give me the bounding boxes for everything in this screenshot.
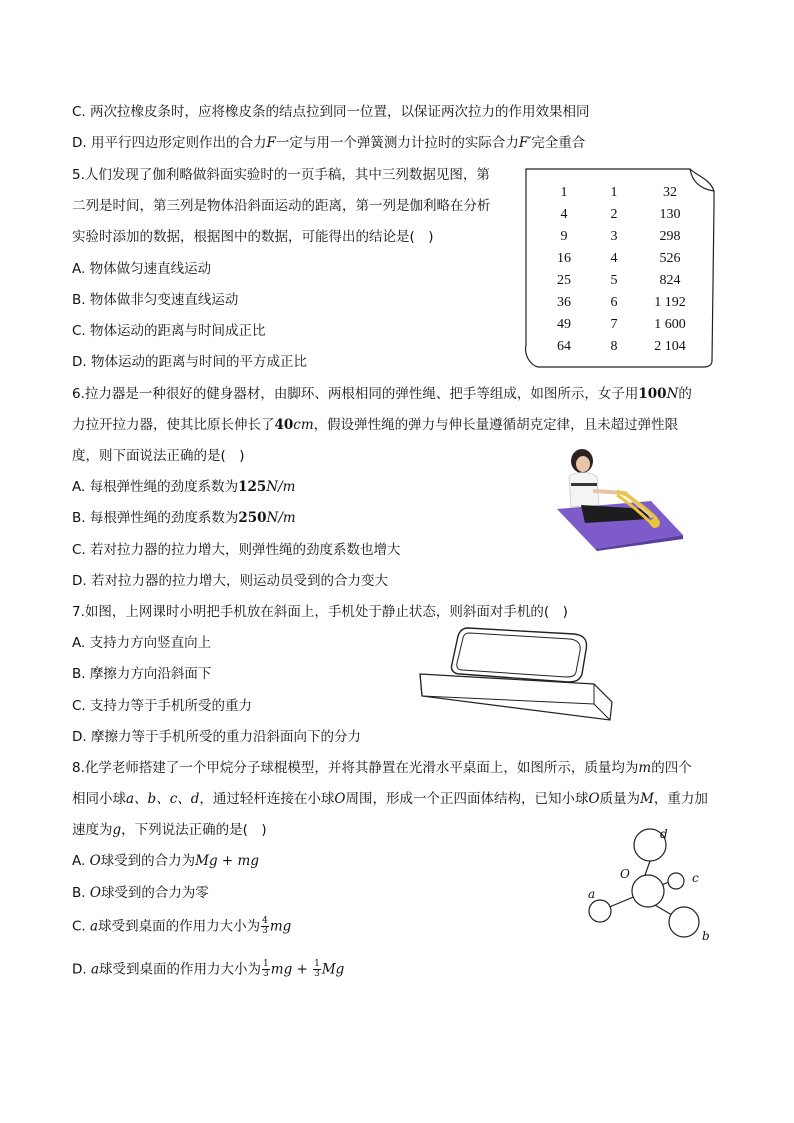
ball-c [668,873,684,889]
woman-exercise-image [555,447,685,552]
table-cell: 8 [610,339,618,354]
symbol-O: O [588,791,600,807]
symbol-m: m [638,760,652,776]
q7-option-b: B. 摩擦力方向沿斜面下 [72,666,212,682]
symbol-a: a [90,918,99,935]
text: 一定与用一个弹簧测力计拉时的实际合力 [275,135,519,151]
text: 球受到的合力为 [100,853,196,869]
ball-o [632,875,664,907]
q5-stem-2: 二列是时间，第三列是物体沿斜面运动的距离，第一列是伽利略在分析 [72,198,491,214]
value: 40 [274,417,294,433]
galileo-manuscript-figure [520,165,720,370]
label-a: a [588,887,596,901]
q8-option-b [72,884,209,902]
table-cell: 1 [610,185,618,200]
fraction [313,960,321,979]
q5-option-d: D. 物体运动的距离与时间的平方成正比 [72,354,307,370]
phone-on-incline-figure [418,624,613,724]
symbol-O: O [89,853,101,869]
formula: mg + [270,961,308,978]
q6-option-b [72,509,296,527]
symbol-M: M [640,791,654,807]
label-b: b [702,929,710,943]
table-cell: 2 [610,207,618,222]
option-d-prev [72,134,585,152]
text: 质量为 [599,791,641,807]
table-cell: 2 104 [654,339,686,354]
q5-option-b: B. 物体做非匀变速直线运动 [72,292,239,308]
text: A. 每根弹性绳的劲度系数为 [72,479,239,495]
table-cell: 5 [610,273,618,288]
text: 6.拉力器是一种很好的健身器材，由脚环、两根相同的弹性绳、把手等组成，如图所示，女子用 [72,386,639,402]
table-cell: 25 [557,273,571,288]
symbol-O: O [89,885,101,901]
numerator: 1 [314,959,320,969]
unit: N/m [266,479,296,495]
table-cell: 1 192 [654,295,686,310]
table-cell: 4 [560,207,568,222]
denominator: 3 [262,926,268,936]
text: ，假设弹性绳的弹力与伸长量遵循胡克定律，且未超过弹性限 [313,417,679,433]
value: 100 [638,386,667,402]
symbol-g: g [112,822,122,838]
text: ，重力加 [653,791,708,807]
table-cell: 32 [663,185,677,200]
q5-option-c: C. 物体运动的距离与时间成正比 [72,323,266,339]
table-cell: 130 [659,207,681,222]
table-cell: 36 [557,295,571,310]
q8-option-a [72,852,259,870]
table-cell: 1 [560,185,568,200]
text: A. [72,853,90,869]
denominator: 3 [263,969,269,979]
q6-stem-2 [72,416,678,434]
q7-option-c: C. 支持力等于手机所受的重力 [72,698,253,714]
symbol-a: a [90,961,100,978]
symbols-abcd: a、b、c、d [126,791,200,807]
q8-stem-2 [72,790,708,808]
table-cell: 9 [560,229,568,244]
text: ，通过轻杆连接在小球 [199,791,335,807]
text: ，下列说法正确的是( ) [121,822,267,838]
q8-stem-1 [72,759,692,777]
q8-option-c [72,917,291,936]
text: C. [72,918,91,935]
value: 250 [238,510,267,526]
table-cell: 6 [610,295,618,310]
q6-option-d: D. 若对拉力器的拉力增大，则运动员受到的合力变大 [72,573,388,589]
q6-stem-1 [72,385,692,403]
formula: Mg [321,961,345,978]
text: 相同小球 [72,791,126,807]
unit: N/m [266,510,296,526]
value: 125 [238,479,267,495]
table-cell: 64 [557,339,571,354]
symbol-F: F [266,135,276,151]
unit: N [666,386,679,402]
table-cell: 1 600 [654,317,686,332]
table-cell: 526 [659,251,681,266]
table-cell: 298 [659,229,681,244]
q7-option-d: D. 摩擦力等于手机所受的重力沿斜面向下的分力 [72,729,361,745]
label-c: c [692,871,699,885]
q6-option-c: C. 若对拉力器的拉力增大，则弹性绳的劲度系数也增大 [72,542,401,558]
text: 球受到桌面的作用力大小为 [99,961,262,978]
unit: cm [293,417,314,433]
text: D. [72,961,91,978]
table-cell: 7 [610,317,618,332]
ball-b [669,907,699,937]
formula: Mg + mg [195,853,259,869]
text: B. 每根弹性绳的劲度系数为 [72,510,239,526]
numerator: 1 [263,959,269,969]
text: 完全重合 [531,135,586,151]
q8-stem-3 [72,821,267,839]
numerator: 4 [262,916,268,926]
label-o: O [620,867,630,881]
q5-stem-3: 实验时添加的数据，根据图中的数据，可能得出的结论是( ) [72,229,434,245]
symbol-F-prime: F′ [518,135,532,151]
option-c-prev: C. 两次拉橡皮条时，应将橡皮条的结点拉到同一位置，以保证两次拉力的作用效果相同 [72,104,590,120]
table-cell: 3 [610,229,618,244]
fraction [261,917,269,936]
text: 8.化学老师搭建了一个甲烷分子球棍模型，并将其静置在光滑水平桌面上，如图所示，质量均为 [72,760,639,776]
symbol-O: O [334,791,346,807]
table-cell: 4 [610,251,618,266]
text: 的四个 [651,760,692,776]
text: 速度为 [72,822,113,838]
table-cell: 16 [557,251,571,266]
q5-stem-1: 5.人们发现了伽利略做斜面实验时的一页手稿，其中三列数据见图，第 [72,167,490,183]
q6-option-a [72,478,295,496]
denominator: 3 [314,969,320,979]
text: 球受到桌面的作用力大小为 [98,918,261,935]
ball-a [589,900,611,922]
fraction [262,960,270,979]
table-cell: 824 [659,273,681,288]
table-cell: 49 [557,317,571,332]
label-d: d [660,827,668,841]
text: 球受到的合力为零 [100,885,209,901]
q7-option-a: A. 支持力方向竖直向上 [72,635,212,651]
q8-option-d [72,960,344,979]
text: 的 [678,386,692,402]
text: B. [72,885,90,901]
q5-option-a: A. 物体做匀速直线运动 [72,261,212,277]
methane-ball-stick-model [580,825,720,945]
text: D. 用平行四边形定则作出的合力 [72,135,267,151]
q6-stem-3: 度，则下面说法正确的是( ) [72,448,245,464]
text: 周围，形成一个正四面体结构，已知小球 [345,791,589,807]
q7-stem: 7.如图，上网课时小明把手机放在斜面上，手机处于静止状态，则斜面对手机的( ) [72,604,568,620]
formula: mg [269,918,292,935]
text: 力拉开拉力器，使其比原长伸长了 [72,417,275,433]
